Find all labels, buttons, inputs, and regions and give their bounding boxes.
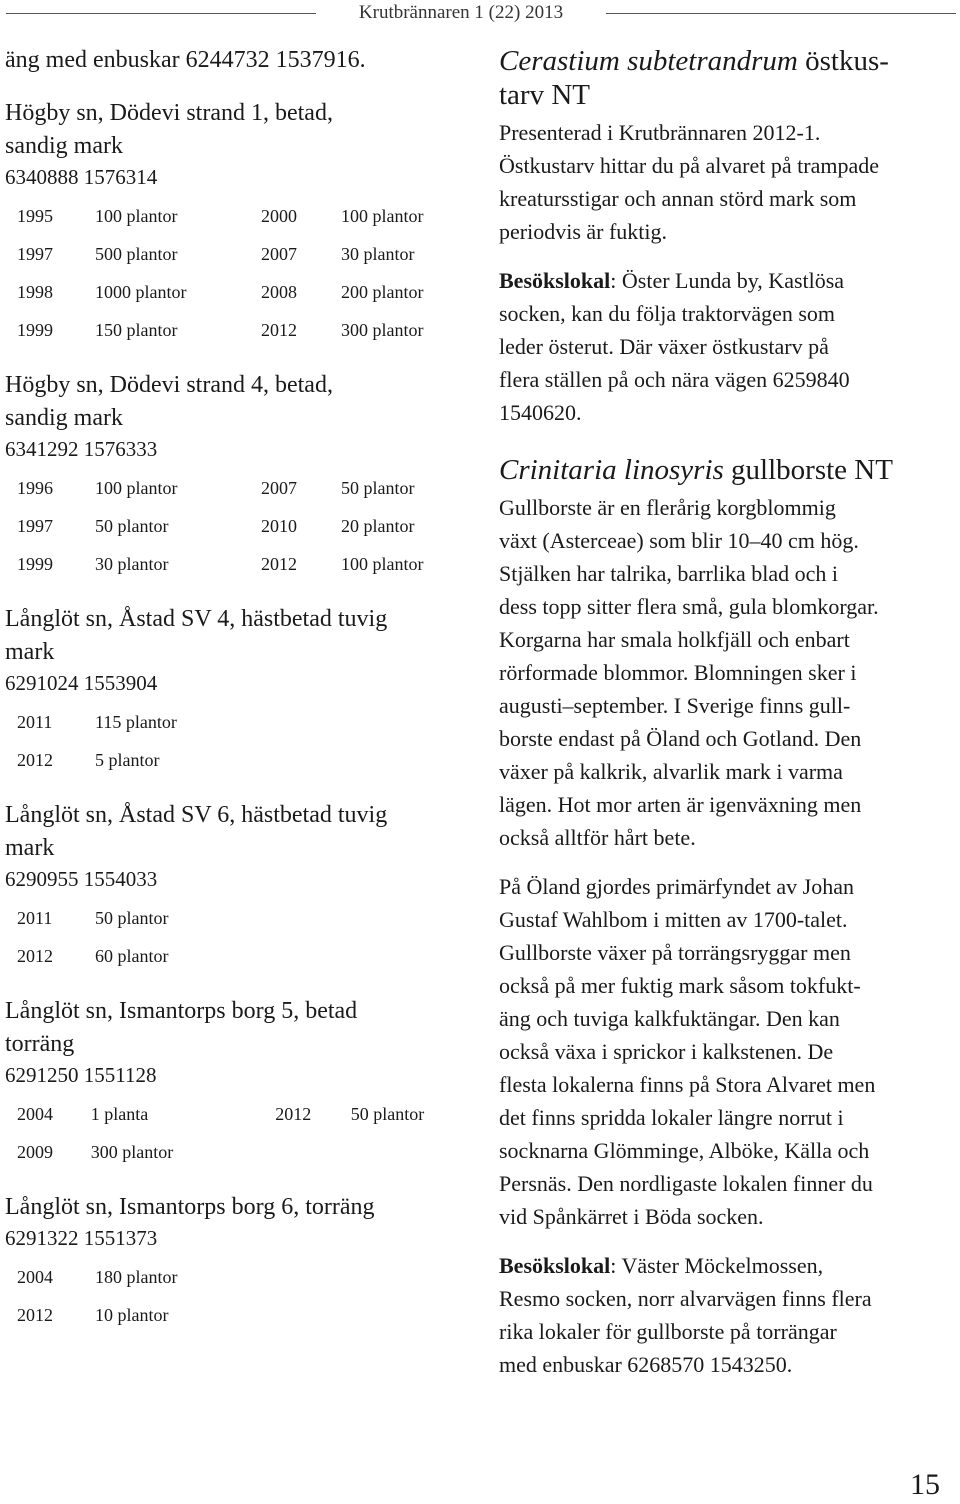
count-cell [341, 937, 471, 975]
locality-entry [5, 1191, 475, 1334]
table-row [17, 741, 471, 779]
locality-title: Långlöt sn, Ismantorps borg 6, torräng [5, 1194, 375, 1220]
locality-entry [5, 995, 475, 1171]
locality-entry [5, 799, 475, 975]
latin-name: Cerastium subtetrandrum [499, 45, 798, 77]
locality-title: Högby sn, Dödevi strand 4, betad, [5, 372, 333, 398]
year-cell [261, 899, 341, 937]
locality-entry [5, 603, 475, 779]
latin-name: Crinitaria linosyris [499, 454, 724, 486]
year-cell [261, 703, 341, 741]
count-cell: 100 plantor [95, 477, 178, 498]
count-cell: 115 plantor [95, 711, 177, 732]
species-crinitaria [499, 453, 957, 1381]
table-row [17, 311, 471, 349]
count-cell: 180 plantor [95, 1266, 178, 1287]
text-line: flesta lokalerna finns på Stora Alvaret men [499, 1072, 876, 1097]
count-table [17, 197, 471, 349]
text-line: äng och tuviga kalkfuktängar. Den kan [499, 1006, 840, 1031]
visit-label: Besökslokal [499, 1253, 611, 1278]
year-cell: 2010 [261, 515, 297, 536]
count-cell: 5 plantor [95, 749, 160, 770]
count-cell: 100 plantor [341, 553, 424, 574]
year-cell: 2004 [17, 1103, 53, 1124]
text-line: vid Spånkärret i Böda socken. [499, 1204, 764, 1229]
table-row [17, 507, 471, 545]
year-cell [261, 1296, 341, 1334]
locality-title: Långlöt sn, Åstad SV 4, hästbetad tuvig [5, 606, 388, 632]
presented-note: Presenterad i Krutbrännaren 2012-1. [499, 120, 821, 145]
year-cell: 2007 [261, 477, 297, 498]
count-cell [341, 741, 471, 779]
coordinates: 6290955 1554033 [5, 867, 158, 891]
text-line: Gullborste växer på torrängsryggar men [499, 940, 851, 965]
count-cell: 500 plantor [95, 243, 178, 264]
count-cell: 1000 plantor [95, 281, 187, 302]
table-row [17, 1095, 475, 1133]
text-line: På Öland gjordes primärfyndet av Johan [499, 874, 854, 899]
text-line: också växa i sprickor i kalkstenen. De [499, 1039, 834, 1064]
table-row [17, 703, 471, 741]
year-cell: 2012 [17, 749, 53, 770]
locality-title: sandig mark [5, 405, 123, 431]
header-rule-right [606, 13, 956, 14]
text-line: med enbuskar 6268570 1543250. [499, 1352, 793, 1377]
locality-list [5, 97, 475, 1334]
locality-title: Långlöt sn, Åstad SV 6, hästbetad tuvig [5, 802, 388, 828]
text-line: Persnäs. Den nordligaste lokalen finner du [499, 1171, 873, 1196]
running-header [0, 0, 960, 30]
count-cell [341, 1296, 471, 1334]
locality-entry [5, 97, 475, 349]
text-line: Stjälken har talrika, barrlika blad och i [499, 561, 839, 586]
continued-line: äng med enbuskar 6244732 1537916. [5, 47, 366, 73]
right-column [499, 44, 957, 1381]
text-line: Gustaf Wahlbom i mitten av 1700-talet. [499, 907, 848, 932]
visit-paragraph [499, 264, 957, 429]
text-line: Östkustarv hittar du på alvaret på trampade [499, 153, 879, 178]
visit-label: Besökslokal [499, 268, 611, 293]
count-cell: 1 planta [90, 1103, 149, 1124]
visit-paragraph [499, 1249, 957, 1381]
text-line: leder österut. Där växer östkustarv på [499, 334, 829, 359]
year-cell: 2007 [261, 243, 297, 264]
count-cell: 30 plantor [95, 553, 169, 574]
locality-entry [5, 369, 475, 583]
text-line: periodvis är fuktig. [499, 219, 668, 244]
year-cell: 2012 [275, 1103, 312, 1124]
year-cell [261, 741, 341, 779]
page-number: 15 [910, 1468, 940, 1501]
count-cell: 50 plantor [95, 907, 169, 928]
year-cell: 2000 [261, 205, 297, 226]
table-row [17, 469, 471, 507]
year-cell [261, 1258, 341, 1296]
common-name: östkus- [797, 45, 889, 77]
text-line: växer på kalkrik, alvarlik mark i varma [499, 759, 843, 784]
year-cell: 2012 [17, 1304, 53, 1325]
text-line: flera ställen på och nära vägen 6259840 [499, 367, 850, 392]
species-heading-cont: tarv NT [499, 79, 590, 111]
count-cell [341, 899, 471, 937]
left-column [5, 44, 475, 1334]
locality-title: torräng [5, 1031, 75, 1057]
table-row [17, 197, 471, 235]
year-cell: 1998 [17, 281, 53, 302]
year-cell [261, 937, 341, 975]
species-cerastium [499, 44, 957, 429]
text-line: Korgarna har smala holkfjäll och enbart [499, 627, 850, 652]
paragraph [499, 149, 957, 248]
locality-title: Långlöt sn, Ismantorps borg 5, betad [5, 998, 358, 1024]
paragraph [499, 491, 957, 854]
visit-text: : Väster Möckelmossen, [610, 1253, 824, 1278]
count-cell: 50 plantor [341, 477, 415, 498]
year-cell: 1997 [17, 243, 53, 264]
count-table [17, 899, 471, 975]
text-line: också på mer fuktig mark såsom tokfukt- [499, 973, 861, 998]
year-cell: 1995 [17, 205, 53, 226]
count-cell [351, 1133, 475, 1171]
text-line: det finns spridda lokaler längre norrut i [499, 1105, 844, 1130]
table-row [17, 899, 471, 937]
table-row [17, 937, 471, 975]
count-cell: 30 plantor [341, 243, 415, 264]
count-table [17, 469, 471, 583]
text-line: rörformade blommor. Blomningen sker i [499, 660, 857, 685]
locality-title: sandig mark [5, 133, 123, 159]
table-row [17, 1296, 471, 1334]
year-cell: 2012 [261, 553, 297, 574]
species-heading [499, 44, 957, 78]
year-cell: 2012 [261, 319, 297, 340]
visit-lines [499, 297, 957, 429]
locality-title: Högby sn, Dödevi strand 1, betad, [5, 100, 333, 126]
table-row [17, 1133, 475, 1171]
count-cell: 60 plantor [95, 945, 169, 966]
coordinates: 6291322 1551373 [5, 1226, 158, 1250]
year-cell: 2004 [17, 1266, 53, 1287]
count-cell [341, 703, 471, 741]
count-cell: 200 plantor [341, 281, 424, 302]
species-heading [499, 453, 957, 487]
coordinates: 6341292 1576333 [5, 437, 158, 461]
count-table [17, 703, 471, 779]
common-name: gullborste NT [723, 454, 893, 486]
visit-lines [499, 1282, 957, 1381]
table-row [17, 545, 471, 583]
text-line: borste endast på Öland och Gotland. Den [499, 726, 862, 751]
text-line: också alltför hårt bete. [499, 825, 696, 850]
count-cell: 300 plantor [341, 319, 424, 340]
text-line: socknarna Glömminge, Alböke, Källa och [499, 1138, 870, 1163]
locality-title: mark [5, 639, 55, 665]
table-row [17, 235, 471, 273]
text-line: Resmo socken, norr alvarvägen finns flera [499, 1286, 872, 1311]
year-cell: 1996 [17, 477, 53, 498]
count-cell: 50 plantor [350, 1103, 425, 1124]
count-cell: 10 plantor [95, 1304, 169, 1325]
count-cell: 100 plantor [95, 205, 178, 226]
header-rule-left [6, 13, 316, 14]
count-cell: 150 plantor [95, 319, 178, 340]
text-line: lägen. Hot mor arten är igenväxning men [499, 792, 862, 817]
journal-title: Krutbrännaren 1 (22) 2013 [358, 2, 564, 23]
year-cell: 1997 [17, 515, 53, 536]
visit-text: : Öster Lunda by, Kastlösa [610, 268, 845, 293]
count-cell: 100 plantor [341, 205, 424, 226]
count-table [17, 1095, 475, 1171]
count-cell: 50 plantor [95, 515, 169, 536]
year-cell: 2012 [17, 945, 53, 966]
count-cell: 300 plantor [90, 1141, 174, 1162]
year-cell: 2011 [17, 907, 53, 928]
year-cell: 2009 [17, 1141, 53, 1162]
coordinates: 6291250 1551128 [5, 1063, 157, 1087]
locality-title: mark [5, 835, 55, 861]
text-line: augusti–september. I Sverige finns gull- [499, 693, 851, 718]
text-line: växt (Asterceae) som blir 10–40 cm hög. [499, 528, 859, 553]
paragraph [499, 870, 957, 1233]
year-cell [275, 1133, 351, 1171]
year-cell: 2008 [261, 281, 297, 302]
count-cell [341, 1258, 471, 1296]
text-line: dess topp sitter flera små, gula blomkorgar. [499, 594, 879, 619]
table-row [17, 273, 471, 311]
count-cell: 20 plantor [341, 515, 415, 536]
coordinates: 6340888 1576314 [5, 165, 158, 189]
coordinates: 6291024 1553904 [5, 671, 158, 695]
text-line: kreatursstigar och annan störd mark som [499, 186, 857, 211]
text-line: socken, kan du följa traktorvägen som [499, 301, 836, 326]
text-line: Gullborste är en flerårig korgblommig [499, 495, 836, 520]
year-cell: 2011 [17, 711, 53, 732]
text-line: 1540620. [499, 400, 582, 425]
year-cell: 1999 [17, 319, 53, 340]
count-table [17, 1258, 471, 1334]
year-cell: 1999 [17, 553, 53, 574]
table-row [17, 1258, 471, 1296]
text-line: rika lokaler för gullborste på torrängar [499, 1319, 837, 1344]
